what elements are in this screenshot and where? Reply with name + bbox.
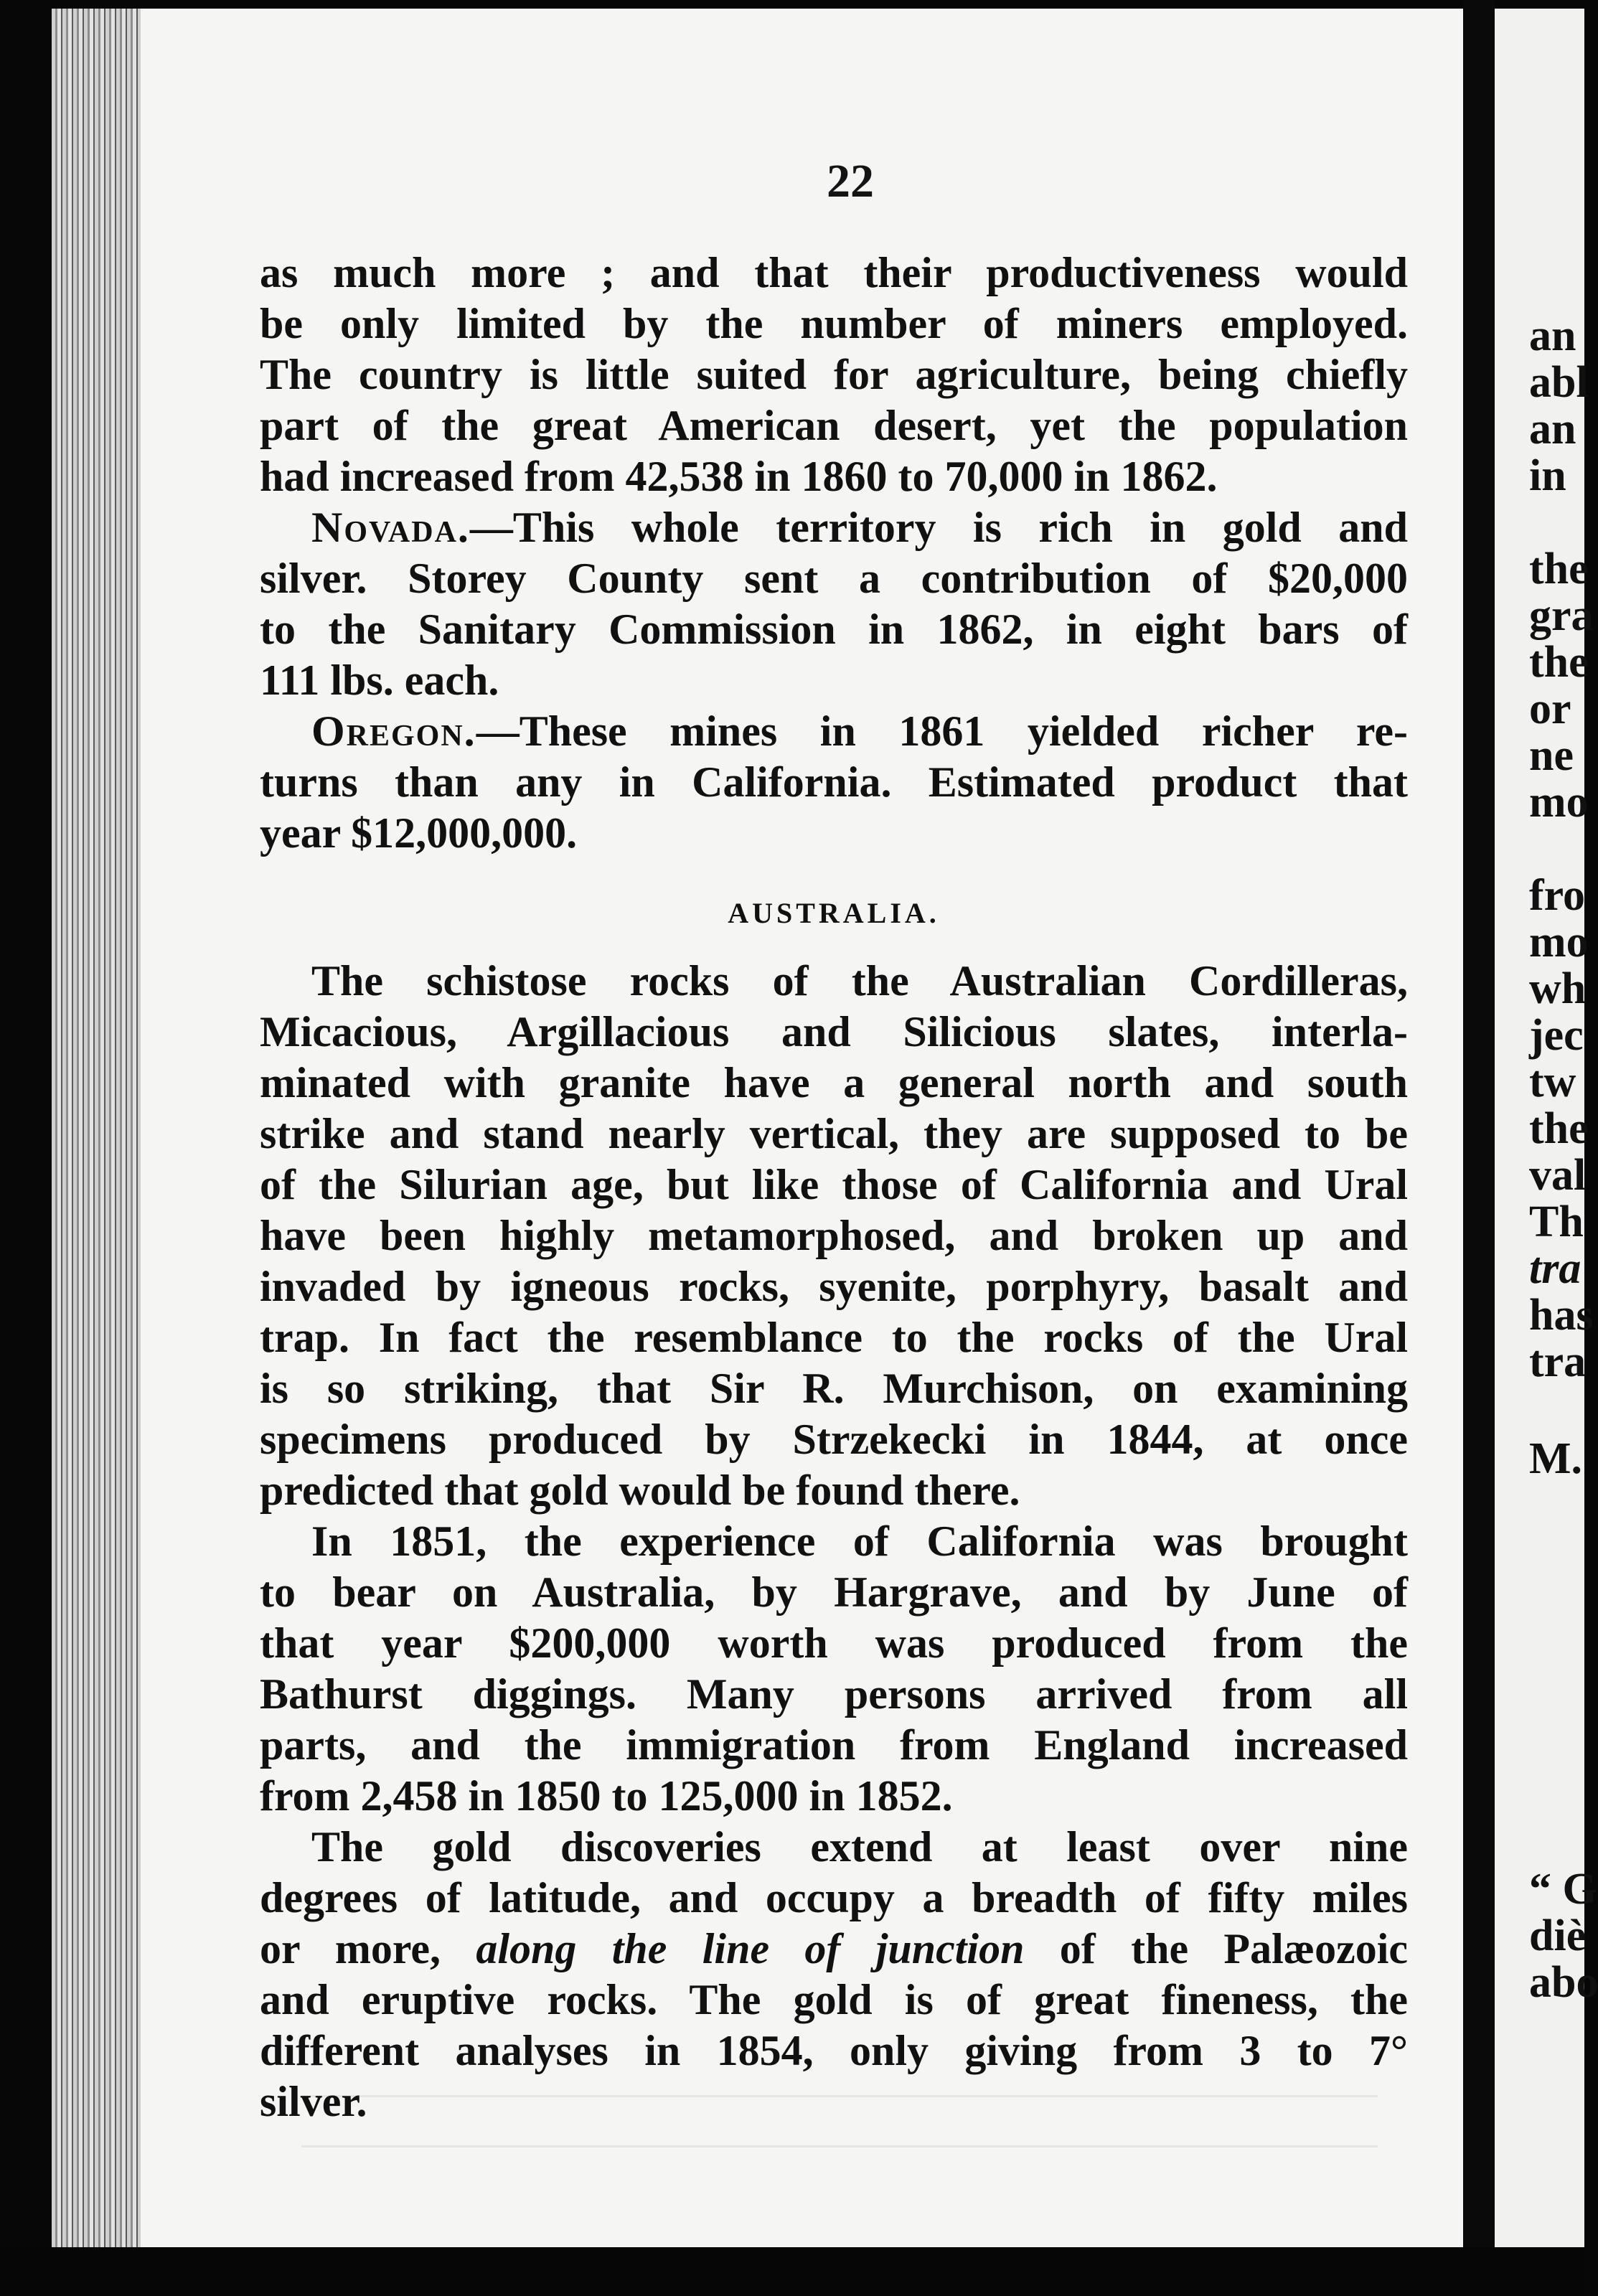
facing-page (1495, 9, 1598, 2247)
text-line: specimens produced by Strzekecki in 1844, at once (260, 1416, 1408, 1463)
facing-page-fragment: “ G (1529, 1865, 1597, 1914)
text-line (260, 1924, 1408, 1975)
text-line: The schistose rocks of the Australian Cordilleras, (311, 957, 1408, 1004)
text-line: minated with granite have a general north and south (260, 1059, 1408, 1106)
facing-page-fragment: fro (1529, 871, 1586, 920)
facing-page-fragment: mo (1529, 918, 1589, 966)
show-through (301, 2145, 1378, 2147)
facing-page-fragment: jec (1529, 1011, 1584, 1060)
text-line (260, 502, 1408, 553)
facing-page-fragment: diè (1529, 1911, 1587, 1960)
text-line: degrees of latitude, and occupy a breadth of fifty miles (260, 1874, 1408, 1921)
facing-page-fragment: in (1529, 451, 1566, 500)
text-line: to the Sanitary Commission in 1862, in eight bars of (260, 606, 1408, 653)
facing-page-fragment: val (1529, 1151, 1587, 1200)
text-line (260, 706, 1408, 757)
text-fragment: —This whole territory is rich in gold and (469, 504, 1408, 551)
book-gutter (1463, 0, 1495, 2296)
text-line: trap. In fact the resemblance to the rocks of the Ural (260, 1314, 1408, 1361)
text-line: 111 lbs. each. (260, 657, 499, 704)
text-line: predicted that gold would be found there. (260, 1467, 1020, 1514)
facing-page-fragment: abo (1529, 1958, 1598, 2007)
text-line: to bear on Australia, by Hargrave, and by June of (260, 1568, 1408, 1616)
text-line: had increased from 42,538 in 1860 to 70,000 in 1862. (260, 453, 1218, 500)
text-line: is so striking, that Sir R. Murchison, on examining (260, 1365, 1408, 1412)
facing-page-fragment: wh (1529, 964, 1587, 1013)
text-line: different analyses in 1854, only giving from 3 to 7° (260, 2027, 1408, 2074)
text-line: silver. Storey County sent a contribution of $20,000 (260, 555, 1408, 602)
text-line: and eruptive rocks. The gold is of great fineness, the (260, 1976, 1408, 2023)
page-edges (52, 9, 145, 2262)
facing-page-fragment: gra (1529, 591, 1594, 640)
scan-border (0, 2247, 1584, 2296)
text-line: turns than any in California. Estimated product that (260, 758, 1408, 806)
text-line: as much more ; and that their productiveness would (260, 249, 1408, 296)
text-line: Micacious, Argillacious and Silicious slates, interla- (260, 1008, 1408, 1055)
text-line: Bathurst diggings. Many persons arrived from all (260, 1670, 1408, 1718)
text-line: The gold discoveries extend at least over nine (311, 1823, 1408, 1871)
text-line: of the Silurian age, but like those of California and Ural (260, 1161, 1408, 1208)
text-fragment: or more, (260, 1925, 476, 1972)
section-heading: AUSTRALIA. (728, 897, 940, 929)
territory-name: Oregon. (311, 707, 476, 755)
facing-page-fragment: the (1529, 1104, 1589, 1153)
text-line: be only limited by the number of miners employed. (260, 300, 1408, 347)
facing-page-fragment: tra (1529, 1244, 1581, 1293)
facing-page-fragment: M. (1529, 1434, 1583, 1483)
facing-page-fragment: an (1529, 405, 1576, 453)
text-line: year $12,000,000. (260, 809, 578, 857)
text-line: that year $200,000 worth was produced from the (260, 1619, 1408, 1667)
facing-page-fragment: the (1529, 638, 1589, 687)
text-line: from 2,458 in 1850 to 125,000 in 1852. (260, 1772, 953, 1820)
text-line: invaded by igneous rocks, syenite, porphyry, basalt and (260, 1263, 1408, 1310)
facing-page-fragment: tra (1529, 1337, 1587, 1386)
text-fragment: —These mines in 1861 yielded richer re- (476, 707, 1408, 755)
page-number: 22 (827, 155, 874, 207)
italic-phrase: along the line of junction (476, 1925, 1025, 1972)
facing-page-fragment: tw (1529, 1058, 1576, 1106)
facing-page-fragment: or (1529, 684, 1571, 733)
text-line: have been highly metamorphosed, and broken up and (260, 1212, 1408, 1259)
facing-page-fragment: abl (1529, 358, 1589, 407)
facing-page-fragment: an (1529, 311, 1576, 360)
facing-page-fragment: the (1529, 545, 1589, 593)
facing-page-fragment: mo (1529, 778, 1589, 827)
page-text (260, 248, 1408, 2127)
text-line: strike and stand nearly vertical, they are supposed to be (260, 1110, 1408, 1157)
facing-page-fragment: ne (1529, 731, 1574, 780)
text-line: In 1851, the experience of California was brought (311, 1518, 1408, 1565)
text-line: parts, and the immigration from England increased (260, 1721, 1408, 1769)
text-line: part of the great American desert, yet the population (260, 402, 1408, 449)
facing-page-fragment: has (1529, 1291, 1594, 1340)
text-line: The country is little suited for agriculture, being chiefly (260, 351, 1408, 398)
territory-name: Novada. (311, 504, 470, 551)
facing-page-fragment: Th (1529, 1198, 1584, 1246)
text-fragment: of the Palæozoic (1024, 1925, 1408, 1972)
text-line: silver. (260, 2078, 367, 2125)
